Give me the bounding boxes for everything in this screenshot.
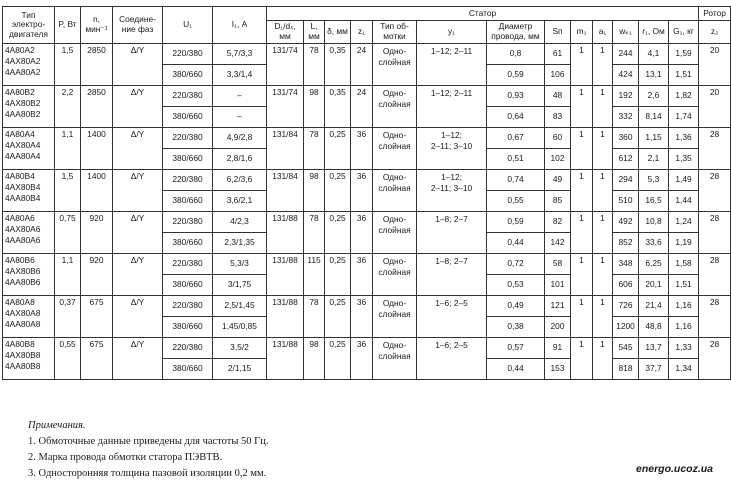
current-cell: 2/1,15	[213, 359, 267, 380]
table-row	[3, 86, 731, 107]
winding-pitch-cell: 1–8; 2–7	[417, 212, 487, 254]
header-phase-connection: Соедине- ние фаз	[113, 7, 163, 44]
wire-diameter-cell: 0,49	[487, 296, 545, 317]
connection-cell: Δ/Y	[113, 254, 163, 296]
stator-slots-cell: 36	[351, 254, 373, 296]
winding-pitch-cell: 1–12; 2–11	[417, 44, 487, 86]
branches-cell: 1	[593, 128, 613, 170]
connection-cell: Δ/Y	[113, 338, 163, 380]
turns-cell: 545	[613, 338, 639, 359]
winding-type-cell: Одно- слойная	[373, 128, 417, 170]
winding-type-cell: Одно- слойная	[373, 86, 417, 128]
wire-diameter-cell: 0,38	[487, 317, 545, 338]
diameter-cell: 131/88	[267, 296, 304, 338]
wire-diameter-cell: 0,64	[487, 107, 545, 128]
phases-cell: 1	[571, 86, 593, 128]
mass-cell: 1,51	[669, 65, 699, 86]
length-cell: 98	[304, 338, 325, 380]
turns-cell: 852	[613, 233, 639, 254]
air-gap-cell: 0,25	[325, 296, 351, 338]
diameter-cell: 131/84	[267, 170, 304, 212]
current-cell: 4,9/2,8	[213, 128, 267, 149]
mass-cell: 1,82	[669, 86, 699, 107]
current-cell: –	[213, 86, 267, 107]
header-diameter: D₁/dₛ, мм	[267, 21, 304, 44]
resistance-cell: 16,5	[639, 191, 669, 212]
wire-diameter-cell: 0,57	[487, 338, 545, 359]
mass-cell: 1,34	[669, 359, 699, 380]
air-gap-cell: 0,25	[325, 212, 351, 254]
current-cell: 5,7/3,3	[213, 44, 267, 65]
current-cell: 1,45/0,85	[213, 317, 267, 338]
conductors-cell: 142	[545, 233, 571, 254]
turns-cell: 244	[613, 44, 639, 65]
header-stator-slots: z₁	[351, 21, 373, 44]
winding-data-sheet	[2, 6, 731, 380]
header-winding-pitch: y₁	[417, 21, 487, 44]
header-voltage: U₁	[163, 7, 213, 44]
winding-type-cell: Одно- слойная	[373, 212, 417, 254]
diameter-cell: 131/74	[267, 44, 304, 86]
wire-diameter-cell: 0,8	[487, 44, 545, 65]
current-cell: 3/1,75	[213, 275, 267, 296]
speed-cell: 675	[81, 296, 113, 338]
speed-cell: 1400	[81, 128, 113, 170]
length-cell: 115	[304, 254, 325, 296]
connection-cell: Δ/Y	[113, 296, 163, 338]
conductors-cell: 101	[545, 275, 571, 296]
motor-type-cell: 4A80B8 4AX80B8 4AA80B8	[3, 338, 55, 380]
motor-type-cell: 4A80B6 4AX80B6 4AA80B6	[3, 254, 55, 296]
rotor-slots-cell: 28	[699, 212, 731, 254]
motor-type-cell: 4A80B4 4AX80B4 4AA80B4	[3, 170, 55, 212]
rotor-slots-cell: 28	[699, 170, 731, 212]
air-gap-cell: 0,25	[325, 254, 351, 296]
conductors-cell: 153	[545, 359, 571, 380]
connection-cell: Δ/Y	[113, 212, 163, 254]
air-gap-cell: 0,35	[325, 44, 351, 86]
conductors-cell: 91	[545, 338, 571, 359]
header-current: I₁, А	[213, 7, 267, 44]
voltage-cell: 220/380	[163, 128, 213, 149]
mass-cell: 1,51	[669, 275, 699, 296]
notes-block	[28, 418, 268, 482]
wire-diameter-cell: 0,53	[487, 275, 545, 296]
current-cell: 3,5/2	[213, 338, 267, 359]
note-item: 2. Марка провода обмотки статора ПЭВТВ.	[28, 452, 223, 463]
header-resistance: r₁, Ом	[639, 21, 669, 44]
rotor-slots-cell: 28	[699, 128, 731, 170]
turns-cell: 360	[613, 128, 639, 149]
header-wire-diameter: Диаметр провода, мм	[487, 21, 545, 44]
winding-type-cell: Одно- слойная	[373, 254, 417, 296]
winding-pitch-cell: 1–12; 2–11	[417, 86, 487, 128]
diameter-cell: 131/88	[267, 212, 304, 254]
phases-cell: 1	[571, 128, 593, 170]
header-winding-type: Тип об- мотки	[373, 21, 417, 44]
conductors-cell: 83	[545, 107, 571, 128]
voltage-cell: 380/660	[163, 107, 213, 128]
rotor-slots-cell: 28	[699, 296, 731, 338]
connection-cell: Δ/Y	[113, 44, 163, 86]
winding-pitch-cell: 1–6; 2–5	[417, 296, 487, 338]
voltage-cell: 380/660	[163, 65, 213, 86]
branches-cell: 1	[593, 170, 613, 212]
resistance-cell: 10,8	[639, 212, 669, 233]
wire-diameter-cell: 0,67	[487, 128, 545, 149]
current-cell: 2,5/1,45	[213, 296, 267, 317]
voltage-cell: 220/380	[163, 254, 213, 275]
wire-diameter-cell: 0,72	[487, 254, 545, 275]
turns-cell: 424	[613, 65, 639, 86]
turns-cell: 818	[613, 359, 639, 380]
motor-type-cell: 4A80A6 4AX80A6 4AA80A6	[3, 212, 55, 254]
conductors-cell: 61	[545, 44, 571, 65]
rotor-slots-cell: 28	[699, 338, 731, 380]
mass-cell: 1,59	[669, 44, 699, 65]
header-power: P, Вт	[55, 7, 81, 44]
winding-data-table	[2, 6, 731, 380]
header-air-gap: δ, мм	[325, 21, 351, 44]
resistance-cell: 2,1	[639, 149, 669, 170]
header-phases: m₁	[571, 21, 593, 44]
branches-cell: 1	[593, 86, 613, 128]
stator-slots-cell: 36	[351, 296, 373, 338]
length-cell: 78	[304, 212, 325, 254]
air-gap-cell: 0,25	[325, 128, 351, 170]
stator-slots-cell: 24	[351, 44, 373, 86]
power-cell: 1,1	[55, 254, 81, 296]
turns-cell: 726	[613, 296, 639, 317]
table-body	[3, 44, 731, 380]
voltage-cell: 380/660	[163, 233, 213, 254]
resistance-cell: 4,1	[639, 44, 669, 65]
header-motor-type: Тип электро- двигателя	[3, 7, 55, 44]
length-cell: 78	[304, 128, 325, 170]
motor-type-cell: 4A80A4 4AX80A4 4AA80A4	[3, 128, 55, 170]
mass-cell: 1,49	[669, 170, 699, 191]
turns-cell: 348	[613, 254, 639, 275]
resistance-cell: 13,1	[639, 65, 669, 86]
speed-cell: 2850	[81, 86, 113, 128]
current-cell: –	[213, 107, 267, 128]
voltage-cell: 220/380	[163, 338, 213, 359]
resistance-cell: 21,4	[639, 296, 669, 317]
header-speed: n, мин⁻¹	[81, 7, 113, 44]
turns-cell: 192	[613, 86, 639, 107]
turns-cell: 1200	[613, 317, 639, 338]
conductors-cell: 58	[545, 254, 571, 275]
speed-cell: 920	[81, 254, 113, 296]
diameter-cell: 131/88	[267, 338, 304, 380]
mass-cell: 1,35	[669, 149, 699, 170]
connection-cell: Δ/Y	[113, 170, 163, 212]
length-cell: 78	[304, 44, 325, 86]
speed-cell: 1400	[81, 170, 113, 212]
winding-pitch-cell: 1–12; 2–11; 3–10	[417, 170, 487, 212]
air-gap-cell: 0,25	[325, 338, 351, 380]
header-length: L, мм	[304, 21, 325, 44]
connection-cell: Δ/Y	[113, 128, 163, 170]
header-stator: Статор	[267, 7, 699, 21]
resistance-cell: 33,6	[639, 233, 669, 254]
air-gap-cell: 0,35	[325, 86, 351, 128]
conductors-cell: 85	[545, 191, 571, 212]
winding-pitch-cell: 1–12; 2–11; 3–10	[417, 128, 487, 170]
current-cell: 2,8/1,6	[213, 149, 267, 170]
table-row	[3, 296, 731, 317]
winding-type-cell: Одно- слойная	[373, 170, 417, 212]
winding-pitch-cell: 1–6; 2–5	[417, 338, 487, 380]
diameter-cell: 131/74	[267, 86, 304, 128]
length-cell: 98	[304, 86, 325, 128]
motor-type-cell: 4A80A2 4AX80A2 4AA80A2	[3, 44, 55, 86]
turns-cell: 510	[613, 191, 639, 212]
connection-cell: Δ/Y	[113, 86, 163, 128]
wire-diameter-cell: 0,93	[487, 86, 545, 107]
stator-slots-cell: 24	[351, 86, 373, 128]
mass-cell: 1,44	[669, 191, 699, 212]
branches-cell: 1	[593, 254, 613, 296]
table-row	[3, 212, 731, 233]
resistance-cell: 6,25	[639, 254, 669, 275]
current-cell: 2,3/1,35	[213, 233, 267, 254]
stator-slots-cell: 36	[351, 170, 373, 212]
winding-type-cell: Одно- слойная	[373, 296, 417, 338]
winding-pitch-cell: 1–8; 2–7	[417, 254, 487, 296]
conductors-cell: 48	[545, 86, 571, 107]
header-turns: wₖ₁	[613, 21, 639, 44]
resistance-cell: 5,3	[639, 170, 669, 191]
voltage-cell: 220/380	[163, 170, 213, 191]
mass-cell: 1,16	[669, 296, 699, 317]
phases-cell: 1	[571, 254, 593, 296]
voltage-cell: 380/660	[163, 317, 213, 338]
turns-cell: 332	[613, 107, 639, 128]
speed-cell: 920	[81, 212, 113, 254]
turns-cell: 612	[613, 149, 639, 170]
voltage-cell: 380/660	[163, 191, 213, 212]
table-row	[3, 338, 731, 359]
diameter-cell: 131/84	[267, 128, 304, 170]
speed-cell: 675	[81, 338, 113, 380]
site-watermark: energo.ucoz.ua	[635, 463, 713, 475]
voltage-cell: 380/660	[163, 359, 213, 380]
length-cell: 78	[304, 296, 325, 338]
branches-cell: 1	[593, 212, 613, 254]
power-cell: 0,55	[55, 338, 81, 380]
resistance-cell: 1,15	[639, 128, 669, 149]
motor-type-cell: 4A80B2 4AX80B2 4AA80B2	[3, 86, 55, 128]
current-cell: 4/2,3	[213, 212, 267, 233]
power-cell: 0,75	[55, 212, 81, 254]
wire-diameter-cell: 0,59	[487, 65, 545, 86]
mass-cell: 1,74	[669, 107, 699, 128]
current-cell: 3,3/1,4	[213, 65, 267, 86]
mass-cell: 1,16	[669, 317, 699, 338]
phases-cell: 1	[571, 296, 593, 338]
rotor-slots-cell: 28	[699, 254, 731, 296]
winding-type-cell: Одно- слойная	[373, 338, 417, 380]
voltage-cell: 220/380	[163, 44, 213, 65]
phases-cell: 1	[571, 212, 593, 254]
rotor-slots-cell: 20	[699, 44, 731, 86]
header-rotor: Ротор	[699, 7, 731, 21]
current-cell: 3,6/2,1	[213, 191, 267, 212]
table-row	[3, 170, 731, 191]
current-cell: 6,2/3,6	[213, 170, 267, 191]
note-item: 1. Обмоточные данные приведены для частоты 50 Гц.	[28, 436, 269, 447]
turns-cell: 606	[613, 275, 639, 296]
turns-cell: 492	[613, 212, 639, 233]
conductors-cell: 49	[545, 170, 571, 191]
table-row	[3, 254, 731, 275]
speed-cell: 2850	[81, 44, 113, 86]
wire-diameter-cell: 0,44	[487, 233, 545, 254]
note-item: 3. Односторонняя толщина пазовой изоляции 0,2 мм.	[28, 468, 267, 479]
conductors-cell: 82	[545, 212, 571, 233]
voltage-cell: 380/660	[163, 149, 213, 170]
power-cell: 1,5	[55, 44, 81, 86]
resistance-cell: 13,7	[639, 338, 669, 359]
conductors-cell: 106	[545, 65, 571, 86]
conductors-cell: 102	[545, 149, 571, 170]
table-row	[3, 44, 731, 65]
wire-diameter-cell: 0,74	[487, 170, 545, 191]
wire-diameter-cell: 0,44	[487, 359, 545, 380]
resistance-cell: 37,7	[639, 359, 669, 380]
diameter-cell: 131/88	[267, 254, 304, 296]
branches-cell: 1	[593, 338, 613, 380]
conductors-cell: 121	[545, 296, 571, 317]
mass-cell: 1,58	[669, 254, 699, 275]
motor-type-cell: 4A80A8 4AX80A8 4AA80A8	[3, 296, 55, 338]
phases-cell: 1	[571, 44, 593, 86]
header-rotor-slots: z₂	[699, 21, 731, 44]
mass-cell: 1,24	[669, 212, 699, 233]
conductors-cell: 200	[545, 317, 571, 338]
air-gap-cell: 0,25	[325, 170, 351, 212]
power-cell: 2,2	[55, 86, 81, 128]
voltage-cell: 220/380	[163, 212, 213, 233]
power-cell: 0,37	[55, 296, 81, 338]
resistance-cell: 20,1	[639, 275, 669, 296]
header-conductors-per-slot: Sп	[545, 21, 571, 44]
header-parallel-branches: a₁	[593, 21, 613, 44]
resistance-cell: 48,8	[639, 317, 669, 338]
mass-cell: 1,33	[669, 338, 699, 359]
resistance-cell: 2,6	[639, 86, 669, 107]
resistance-cell: 8,14	[639, 107, 669, 128]
stator-slots-cell: 36	[351, 128, 373, 170]
stator-slots-cell: 36	[351, 338, 373, 380]
power-cell: 1,1	[55, 128, 81, 170]
mass-cell: 1,36	[669, 128, 699, 149]
table-row	[3, 128, 731, 149]
wire-diameter-cell: 0,51	[487, 149, 545, 170]
rotor-slots-cell: 20	[699, 86, 731, 128]
power-cell: 1,5	[55, 170, 81, 212]
conductors-cell: 60	[545, 128, 571, 149]
voltage-cell: 380/660	[163, 275, 213, 296]
winding-type-cell: Одно- слойная	[373, 44, 417, 86]
current-cell: 5,3/3	[213, 254, 267, 275]
phases-cell: 1	[571, 338, 593, 380]
notes-title: Примечания.	[28, 420, 86, 431]
header-mass: G₁, кг	[669, 21, 699, 44]
wire-diameter-cell: 0,55	[487, 191, 545, 212]
voltage-cell: 220/380	[163, 86, 213, 107]
wire-diameter-cell: 0,59	[487, 212, 545, 233]
length-cell: 98	[304, 170, 325, 212]
voltage-cell: 220/380	[163, 296, 213, 317]
branches-cell: 1	[593, 296, 613, 338]
branches-cell: 1	[593, 44, 613, 86]
phases-cell: 1	[571, 170, 593, 212]
mass-cell: 1,19	[669, 233, 699, 254]
stator-slots-cell: 36	[351, 212, 373, 254]
turns-cell: 294	[613, 170, 639, 191]
